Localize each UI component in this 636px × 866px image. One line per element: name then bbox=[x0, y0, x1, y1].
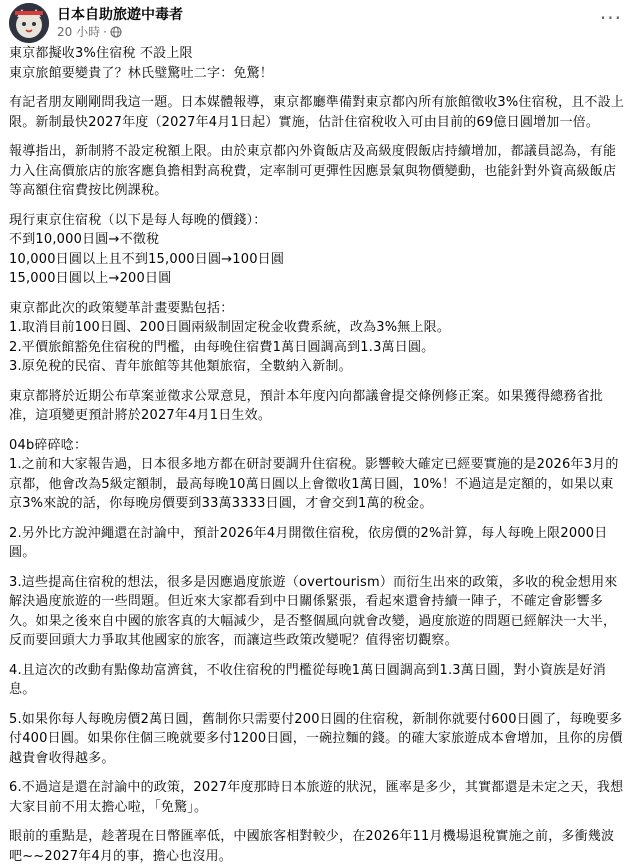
post-paragraph bbox=[9, 211, 626, 289]
post-paragraph bbox=[9, 299, 626, 377]
post-subline bbox=[57, 24, 183, 40]
post-text-line: 3.這些提高住宿稅的想法，很多是因應過度旅遊（overtourism）而衍生出來的政策，多收的稅金想用來解決過度旅遊的一些問題。但近來大家都看到中日關係緊張，看起來還會持續一陣子，不確定會影響多久。如果之後來自中國的旅客真的大幅減少，是否整個風向就會改變，過度旅遊的問題已經解決一大半，反而要回頭大力爭取其他國家的旅客，而讓這些政策改變呢？值得密切觀察。 bbox=[9, 574, 618, 648]
post-text-line: 1.取消目前100日圓、200日圓兩級制固定稅金收費系統，改為3%無上限。 bbox=[9, 320, 451, 335]
avatar-icon bbox=[9, 3, 49, 43]
more-options-icon[interactable]: ··· bbox=[599, 6, 622, 30]
post-text-line: 4.且這次的改動有點像劫富濟貧，不收住宿稅的門檻從每晚1萬日圓調高到1.3萬日圓，對小資族是好消息。 bbox=[9, 662, 606, 697]
post-paragraph bbox=[9, 524, 626, 563]
post-text-line: 6.不過這是還在討論中的政策，2027年度那時日本旅遊的狀況，匯率是多少，其實都還是未定之天，我想大家目前不用太擔心啦，「免驚」。 bbox=[9, 780, 624, 815]
post-paragraph bbox=[9, 573, 626, 651]
post-paragraph bbox=[9, 710, 626, 769]
post-paragraph bbox=[9, 142, 626, 201]
post-paragraph bbox=[9, 778, 626, 817]
post-paragraph bbox=[9, 827, 626, 866]
page-name-link[interactable]: 日本自助旅遊中毒者 bbox=[57, 7, 183, 23]
post-text-line: 不到10,000日圓→不徵稅 bbox=[9, 232, 160, 247]
globe-icon bbox=[110, 26, 122, 38]
post-text-line: 1.之前和大家報告過，日本很多地方都在研討要調升住宿稅。影響較大確定已經要實施的是2026年3月的京都，他會改為5級定額制，最高每晚10萬日圓以上會徵收1萬日圓，10%！不過這是定額的，如果以東京3%來說的話，你每晚房價要到33萬3333日圓，才會交到1萬的稅金。 bbox=[9, 457, 619, 511]
post-text-line: 有記者朋友剛剛問我這一題。日本媒體報導，東京都廳準備對東京都內所有旅館徵收3%住宿稅，且不設上限。新制最快2027年度（2027年4月1日起）實施，估計住宿稅收入可由目前的69億日圓增加一倍。 bbox=[9, 95, 625, 130]
post-text-line: 15,000日圓以上→200日圓 bbox=[9, 271, 172, 286]
post-header bbox=[9, 0, 626, 44]
post-text-line: 04b碎碎唸： bbox=[9, 437, 88, 453]
post-text-line: 東京旅館要變貴了？林氏璧驚吐二字：免驚！ bbox=[9, 65, 274, 81]
post-text-line: 3.原免稅的民宿、青年旅館等其他類旅宿，全數納入新制。 bbox=[9, 359, 352, 374]
post-text-line: 10,000日圓以上且不到15,000日圓→100日圓 bbox=[9, 251, 285, 267]
post-paragraph bbox=[9, 387, 626, 426]
separator-dot: · bbox=[103, 25, 107, 39]
post-text-line: 眼前的重點是，趁著現在日幣匯率低，中國旅客相對較少，在2026年11月機場退稅實施之前，多衝幾波吧~~2027年4月的事，擔心也沒用。 bbox=[9, 829, 615, 864]
post-text-line: 現行東京住宿稅（以下是每人每晚的價錢）： bbox=[9, 212, 267, 228]
post-paragraph bbox=[9, 44, 626, 83]
post-text-line: 東京都將於近期公布草案並徵求公眾意見，預計本年度內向都議會提交條例修正案。如果獲得總務省批准，這項變更預計將於2027年4月1日生效。 bbox=[9, 388, 604, 423]
post-paragraph bbox=[9, 436, 626, 514]
post-text-line: 報導指出，新制將不設定稅額上限。由於東京都內外資飯店及高級度假飯店持續增加，都議員認為，有能力入住高價旅店的旅客應負擔相對高稅費，定率制可更彈性因應景氣與物價變動，也能針對外資高級飯店等高額住宿費按比例課稅。 bbox=[9, 144, 617, 198]
post-timestamp[interactable]: 20 小時 bbox=[57, 25, 101, 39]
post-text-line: 5.如果你每人每晚房價2萬日圓，舊制你只需要付200日圓的住宿稅，新制你就要付600日圓了，每晚要多付400日圓。如果你住個三晚就要多付1200日圓，一碗拉麵的錢。的確大家旅遊成本會增加，且你的房價越貴會收得越多。 bbox=[9, 711, 623, 766]
post-text-line: 2.另外比方說沖繩還在討論中，預計2026年4月開徵住宿稅，依房價的2%計算，每人每晚上限2000日圓。 bbox=[9, 525, 608, 560]
post-text-line: 東京都此次的政策變革計畫要點包括： bbox=[9, 300, 234, 316]
post-paragraph bbox=[9, 93, 626, 132]
post-body bbox=[9, 44, 626, 866]
page-avatar[interactable] bbox=[9, 3, 49, 43]
post-text-line: 東京都擬收3%住宿稅 不設上限 bbox=[9, 46, 193, 61]
post-paragraph bbox=[9, 661, 626, 700]
post-text-line: 2.平價旅館豁免住宿稅的門檻，由每晚住宿費1萬日圓調高到1.3萬日圓。 bbox=[9, 339, 435, 355]
post-meta bbox=[57, 3, 183, 40]
